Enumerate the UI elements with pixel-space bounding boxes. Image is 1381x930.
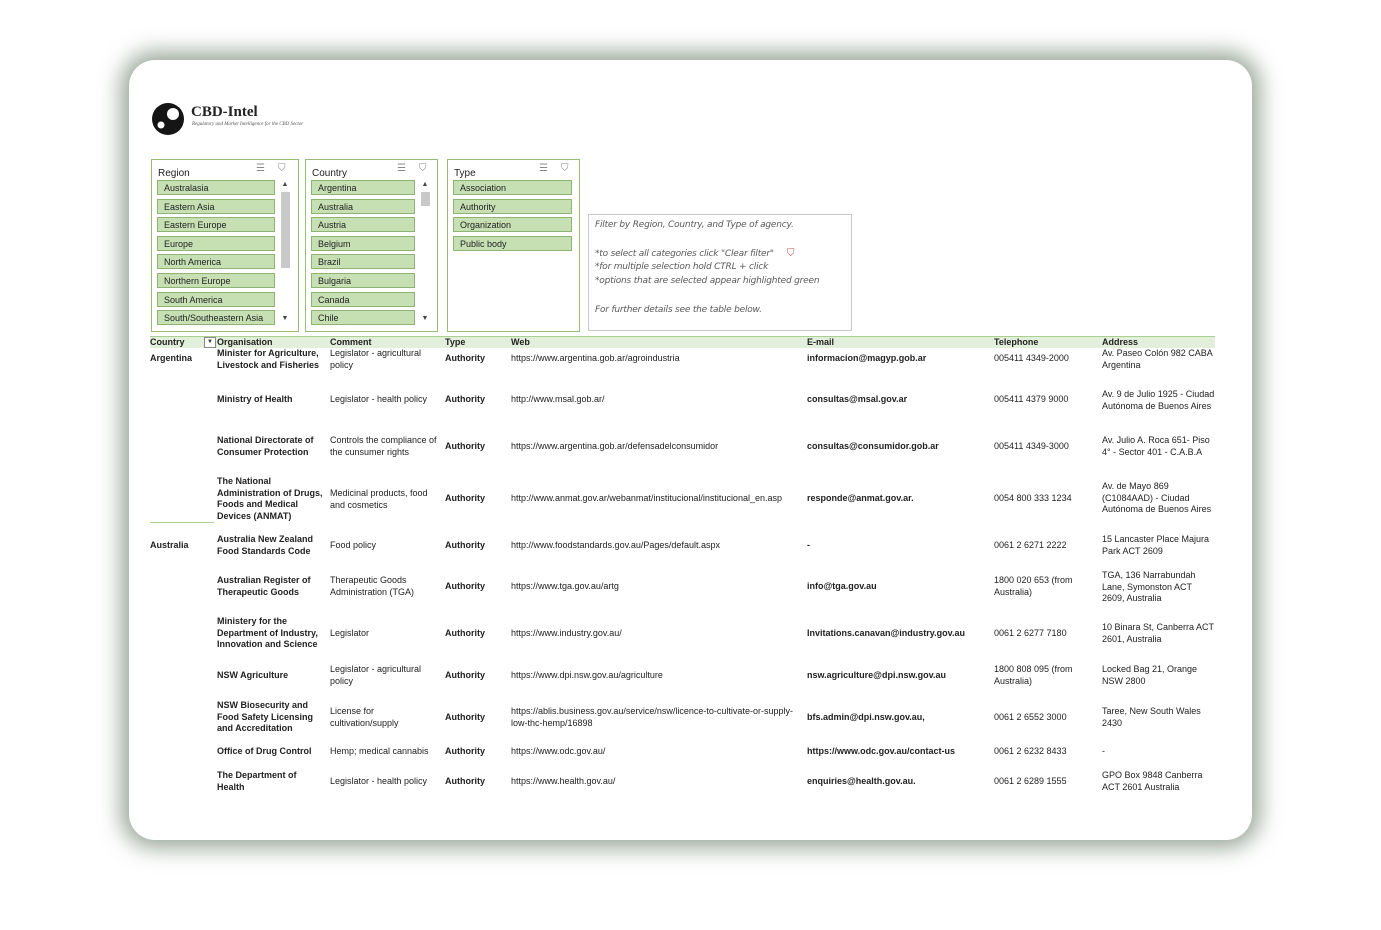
cell-web[interactable]: https://www.argentina.gob.ar/defensadelconsumidor	[511, 441, 719, 451]
cell-comment: Legislator	[330, 628, 370, 638]
cell-comment: Legislator - agricultural policy	[330, 348, 422, 370]
slicer-item-country[interactable]: Canada	[311, 292, 415, 307]
cell-comment: License for cultivation/supply	[330, 706, 399, 728]
cell-organisation: NSW Agriculture	[217, 670, 289, 680]
cell-comment: Legislator - health policy	[330, 394, 428, 404]
cell-comment: Therapeutic Goods Administration (TGA)	[330, 575, 415, 597]
cell-web[interactable]: http://www.msal.gob.ar/	[511, 394, 605, 404]
cell-address: Av. de Mayo 869 (C1084AAD) - Ciudad Autónoma de Buenos Aires	[1102, 481, 1212, 514]
header-country: Country	[150, 337, 185, 347]
clear-filter-icon[interactable]: ⛉	[419, 163, 427, 174]
cell-comment: Medicinal products, food and cosmetics	[330, 488, 428, 510]
cell-country: Australia	[150, 540, 189, 550]
brand-name: CBD-Intel	[191, 104, 258, 120]
cell-web[interactable]: https://ablis.business.gov.au/service/nsw/licence-to-cultivate-or-supply-low-thc-hemp/16898	[511, 706, 793, 728]
region-slicer	[151, 159, 299, 332]
header-telephone: Telephone	[994, 337, 1039, 347]
slicer-item-type[interactable]: Public body	[453, 236, 572, 251]
cell-email[interactable]: responde@anmat.gov.ar.	[807, 493, 914, 503]
clear-filter-icon: ⛉	[787, 248, 795, 259]
multi-select-icon[interactable]: ☰	[539, 163, 548, 174]
cell-email[interactable]: Invitations.canavan@industry.gov.au	[807, 628, 965, 638]
cell-email[interactable]: https://www.odc.gov.au/contact-us	[807, 746, 956, 756]
header-web: Web	[511, 337, 530, 347]
header-organisation: Organisation	[217, 337, 273, 347]
cell-telephone: 005411 4379 9000	[994, 394, 1069, 404]
cell-comment: Controls the compliance of the cunsumer rights	[330, 435, 437, 457]
clear-filter-icon[interactable]: ⛉	[561, 163, 569, 174]
slicer-item-country[interactable]: Chile	[311, 310, 415, 325]
slicer-item-country[interactable]: Austria	[311, 217, 415, 232]
scroll-down-icon[interactable]: ▼	[421, 315, 429, 322]
instruction-line: Filter by Region, Country, and Type of agency.	[595, 220, 794, 230]
cell-address: Av. Julio A. Roca 651- Piso 4° - Sector 401 - C.A.B.A	[1102, 435, 1210, 457]
slicer-item-country[interactable]: Australia	[311, 199, 415, 214]
instruction-line: *for multiple selection hold CTRL + click	[595, 262, 769, 272]
cell-type: Authority	[445, 670, 485, 680]
cell-organisation: Office of Drug Control	[217, 746, 312, 756]
country-scrollbar[interactable]	[420, 180, 430, 327]
slicer-item-type[interactable]: Authority	[453, 199, 572, 214]
slicer-item-region[interactable]: South/Southeastern Asia	[157, 310, 275, 325]
multi-select-icon[interactable]: ☰	[397, 163, 406, 174]
multi-select-icon[interactable]: ☰	[256, 163, 265, 174]
cell-organisation: Ministery for the Department of Industry, Innovation and Science	[217, 616, 318, 649]
country-group-divider	[150, 522, 214, 523]
scroll-thumb[interactable]	[281, 192, 290, 268]
dashboard-card	[129, 60, 1252, 840]
country-slicer-title: Country	[312, 168, 348, 179]
cell-address: 10 Binara St, Canberra ACT 2601, Australia	[1102, 622, 1214, 644]
cell-organisation: Minister for Agriculture, Livestock and Fisheries	[217, 348, 320, 370]
cell-web[interactable]: https://www.argentina.gob.ar/agroindustria	[511, 353, 680, 363]
slicer-item-country[interactable]: Belgium	[311, 236, 415, 251]
cell-telephone: 0061 2 6271 2222	[994, 540, 1067, 550]
cell-type: Authority	[445, 493, 485, 503]
cell-address: -	[1102, 746, 1105, 756]
cell-comment: Food policy	[330, 540, 377, 550]
cell-telephone: 0054 800 333 1234	[994, 493, 1072, 503]
cell-type: Authority	[445, 746, 485, 756]
cell-web[interactable]: https://www.odc.gov.au/	[511, 746, 606, 756]
slicer-item-region[interactable]: South America	[157, 292, 275, 307]
header-address: Address	[1102, 337, 1139, 347]
clear-filter-icon[interactable]: ⛉	[278, 163, 286, 174]
type-slicer-title: Type	[454, 168, 476, 179]
slicer-item-type[interactable]: Association	[453, 180, 572, 195]
table-header	[150, 336, 1215, 348]
slicer-item-region[interactable]: Europe	[157, 236, 275, 251]
slicer-item-region[interactable]: Australasia	[157, 180, 275, 195]
cell-email[interactable]: -	[807, 540, 810, 550]
header-type: Type	[445, 337, 466, 347]
cell-email[interactable]: informacion@magyp.gob.ar	[807, 353, 927, 363]
cell-type: Authority	[445, 540, 485, 550]
instruction-line: For further details see the table below.	[595, 305, 762, 315]
cell-comment: Legislator - agricultural policy	[330, 664, 422, 686]
cell-country: Argentina	[150, 353, 193, 363]
cell-type: Authority	[445, 712, 485, 722]
slicer-item-region[interactable]: Eastern Europe	[157, 217, 275, 232]
country-slicer	[305, 159, 438, 332]
scroll-up-icon[interactable]: ▲	[281, 181, 289, 188]
cell-address: 15 Lancaster Place Majura Park ACT 2609	[1102, 534, 1210, 556]
cell-telephone: 0061 2 6289 1555	[994, 776, 1067, 786]
region-scrollbar[interactable]	[280, 180, 290, 327]
type-slicer	[447, 159, 580, 332]
cell-email[interactable]: bfs.admin@dpi.nsw.gov.au,	[807, 712, 925, 722]
cell-address: TGA, 136 Narrabundah Lane, Symonston ACT 2609, Australia	[1102, 570, 1196, 603]
filter-dropdown-icon[interactable]: ▼	[204, 337, 216, 348]
cell-address: Taree, New South Wales 2430	[1102, 706, 1201, 728]
cell-organisation: Australian Register of Therapeutic Goods	[217, 575, 311, 597]
cell-telephone: 0061 2 6277 7180	[994, 628, 1067, 638]
cell-email[interactable]: consultas@consumidor.gob.ar	[807, 441, 939, 451]
logo-mark-icon	[151, 102, 185, 136]
scroll-down-icon[interactable]: ▼	[281, 315, 289, 322]
instruction-line: *options that are selected appear highlighted green	[595, 276, 820, 286]
cell-web[interactable]: http://www.anmat.gov.ar/webanmat/institucional/institucional_en.asp	[511, 493, 782, 503]
cell-organisation: National Directorate of Consumer Protection	[217, 435, 314, 457]
cell-email[interactable]: nsw.agriculture@dpi.nsw.gov.au	[807, 670, 946, 680]
slicer-item-country[interactable]: Bulgaria	[311, 273, 415, 288]
cell-type: Authority	[445, 353, 485, 363]
brand-tagline: Regulatory and Market Intelligence for the CBD Sector	[192, 122, 304, 127]
cell-type: Authority	[445, 628, 485, 638]
cell-web[interactable]: https://www.health.gov.au/	[511, 776, 616, 786]
instructions-box	[588, 214, 852, 331]
region-slicer-title: Region	[158, 168, 190, 179]
cell-address: GPO Box 9848 Canberra ACT 2601 Australia	[1102, 770, 1203, 792]
slicer-item-country[interactable]: Brazil	[311, 254, 415, 269]
cell-type: Authority	[445, 581, 485, 591]
cell-web[interactable]: https://www.dpi.nsw.gov.au/agriculture	[511, 670, 663, 680]
cell-web[interactable]: https://www.industry.gov.au/	[511, 628, 622, 638]
header-email: E-mail	[807, 337, 835, 347]
slicer-item-country[interactable]: Argentina	[311, 180, 415, 195]
cell-telephone: 1800 020 653 (from Australia)	[994, 575, 1073, 597]
scroll-thumb[interactable]	[421, 192, 430, 206]
cell-email[interactable]: info@tga.gov.au	[807, 581, 877, 591]
slicer-item-region[interactable]: Eastern Asia	[157, 199, 275, 214]
cell-email[interactable]: consultas@msal.gov.ar	[807, 394, 908, 404]
cell-comment: Legislator - health policy	[330, 776, 428, 786]
cell-address: Av. 9 de Julio 1925 - Ciudad Autónoma de Buenos Aires	[1102, 389, 1215, 411]
cell-telephone: 0061 2 6552 3000	[994, 712, 1067, 722]
slicer-item-type[interactable]: Organization	[453, 217, 572, 232]
cell-comment: Hemp; medical cannabis	[330, 746, 429, 756]
cell-web[interactable]: http://www.foodstandards.gov.au/Pages/default.aspx	[511, 540, 720, 550]
slicer-item-region[interactable]: North America	[157, 254, 275, 269]
cell-type: Authority	[445, 394, 485, 404]
cell-address: Locked Bag 21, Orange NSW 2800	[1102, 664, 1198, 686]
cell-telephone: 0061 2 6232 8433	[994, 746, 1067, 756]
cell-type: Authority	[445, 776, 485, 786]
instruction-line: *to select all categories click "Clear filter"	[595, 249, 774, 259]
cell-organisation: Australia New Zealand Food Standards Code	[217, 534, 314, 556]
cell-organisation: The Department of Health	[217, 770, 297, 792]
cell-organisation: NSW Biosecurity and Food Safety Licensing and Accreditation	[217, 700, 314, 733]
slicer-item-region[interactable]: Northern Europe	[157, 273, 275, 288]
cell-organisation: The National Administration of Drugs, Foods and Medical Devices (ANMAT)	[217, 476, 323, 521]
cell-email[interactable]: enquiries@health.gov.au.	[807, 776, 916, 786]
cell-address: Av. Paseo Colón 982 CABA Argentina	[1102, 348, 1213, 370]
cell-organisation: Ministry of Health	[217, 394, 293, 404]
cell-telephone: 005411 4349-2000	[994, 353, 1069, 363]
cell-type: Authority	[445, 441, 485, 451]
cell-telephone: 1800 808 095 (from Australia)	[994, 664, 1073, 686]
cell-web[interactable]: https://www.tga.gov.au/artg	[511, 581, 619, 591]
cell-telephone: 005411 4349-3000	[994, 441, 1069, 451]
scroll-up-icon[interactable]: ▲	[421, 181, 429, 188]
header-comment: Comment	[330, 337, 372, 347]
